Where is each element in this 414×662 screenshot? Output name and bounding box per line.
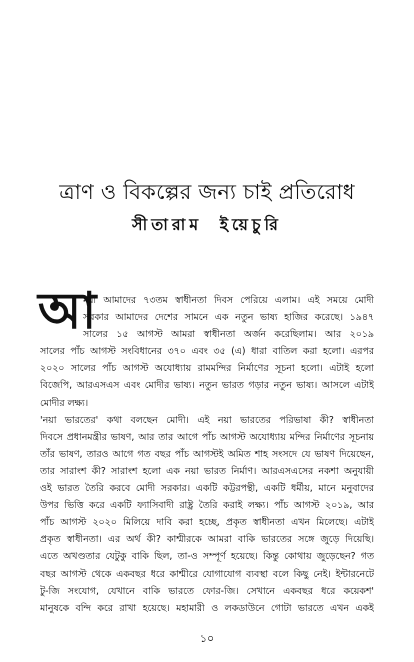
text-line: সরকার আমাদের দেশের সামনে এক নতুন ভাষ্য হাজির করেছে। ১৯৪৭ — [83, 312, 374, 324]
text-line: দিবসে প্রধানমন্ত্রীর ভাষণ, আর তার আগে পাঁচ আগস্ট অযোধ্যায় মন্দির নির্মাণের সূচনায় — [40, 431, 374, 443]
article-body — [40, 292, 374, 617]
page-number: ১০ — [199, 632, 215, 645]
text-line: ওই ভারত তৈরি করবে মোদী সরকার। একটি কট্টরপন্থী, একটি ধর্মীয়, মানে মনুবাদের — [40, 483, 374, 495]
author-name: সীতারাম ইয়েচুরি — [132, 215, 282, 234]
text-line: প্রকৃত স্বাধীনতা। এর অর্থ কী? কাশ্মীরকে আমরা বাকি ভারতের সঙ্গে জুড়ে দিয়েছি। — [40, 534, 374, 546]
text-line: 'নয়া ভারতের' কথা বলছেন মোদী। এই নয়া ভারতের পরিভাষা কী? স্বাধীনতা — [40, 414, 374, 426]
text-line: উপর ভিত্তি করে একটি ফ্যাসিবাদী রাষ্ট্র তৈরি করাই লক্ষ্য। পাঁচ আগস্ট ২০১৯, আর — [40, 500, 374, 512]
paragraph-1 — [40, 292, 374, 412]
chapter-title: ত্রাণ ও বিকল্পের জন্য চাই প্রতিরোধ — [59, 180, 355, 204]
text-line: মরা আমাদের ৭৩তম স্বাধীনতা দিবস পেরিয়ে এলাম। এই সময়ে মোদী — [83, 295, 374, 306]
text-line: সালের পাঁচ আগস্ট সংবিধানের ৩৭০ এবং ৩৫ (এ) ধারা বাতিল করা হলো। এরপর — [40, 346, 374, 358]
text-line: ২০২০ সালের পাঁচ আগস্ট অযোধ্যায় রামমন্দির নির্মাণের সূচনা হলো। এটাই হলো — [40, 363, 374, 375]
text-line: টু-জি সংযোগ, যেখানে বাকি ভারতে ফোর-জি। সেখানে একবছর ধরে কয়েকশ' — [40, 585, 374, 597]
text-line: মোদীর লক্ষ্য। — [40, 397, 89, 409]
text-line: এতে অখণ্ডতার যেটুকু বাকি ছিল, তা-ও সম্পূর্ণ হয়েছে। কিন্তু কোথায় জুড়েছেন? গত — [40, 551, 374, 563]
text-line: পাঁচ আগস্ট ২০২০ মিলিয়ে দাবি করা হচ্ছে, প্রকৃত স্বাধীনতা এখন মিলেছে। এটাই — [40, 517, 374, 529]
text-line: বছর আগস্ট থেকে একবছর ধরে কাশ্মীরে যোগাযোগ ব্যবস্থা বলে কিছু নেই। ইন্টারনেটে — [40, 568, 374, 580]
text-line: মানুষকে বন্দি করে রাখা হয়েছে। মহামারী ও লকডাউনে গোটা ভারতে এখন একই — [40, 602, 374, 614]
text-line: বিজেপি, আরএসএস এবং মোদীর ভাষ্য। নতুন ভারত গড়ার নতুন ভাষ্য। আসলে এটাই — [40, 380, 374, 392]
text-line: তার সারাংশ কী? সারাংশ হলো এক নয়া ভারত নির্মাণ। আরএসএসের নকশা অনুযায়ী — [40, 465, 374, 477]
paragraph-2 — [40, 412, 374, 617]
drop-cap: আ — [38, 282, 97, 340]
text-line: সালের ১৫ আগস্ট আমরা স্বাধীনতা অর্জন করেছিলাম। আর ২০১৯ — [83, 329, 374, 341]
text-line: তাঁর ভাষণ, তারও আগে গত বছর পাঁচ আগস্টই অমিত শাহ সংসদে যে ভাষণ দিয়েছেন, — [40, 448, 374, 460]
